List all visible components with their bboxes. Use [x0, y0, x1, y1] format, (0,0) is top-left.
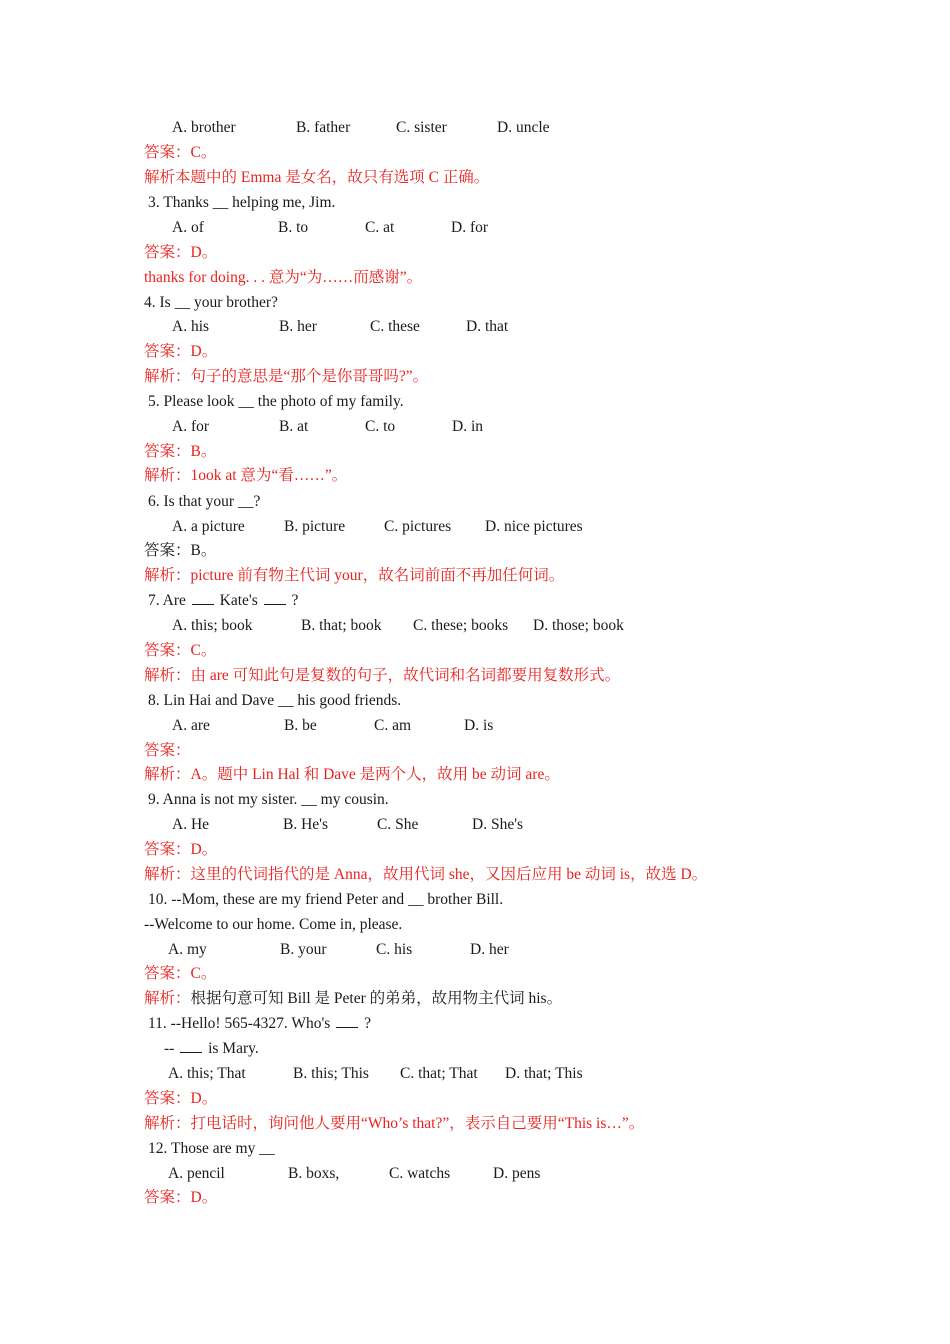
- option-b: B. be: [284, 717, 317, 734]
- answer-text: 答案：D。: [144, 1090, 218, 1107]
- option-b: B. at: [279, 418, 309, 435]
- option-b: B. this; This: [293, 1065, 369, 1082]
- option-c: C. She: [377, 816, 419, 833]
- answer-text: 答案：D。: [144, 343, 218, 360]
- question-text: 6. Is that your __?: [148, 493, 261, 510]
- question-text: [148, 589, 298, 613]
- option-b: B. her: [279, 318, 317, 335]
- question-part: ?: [364, 1015, 371, 1032]
- option-b: B. boxs,: [288, 1165, 340, 1182]
- answer-text: 答案：B。: [144, 542, 217, 559]
- question-text: 12. Those are my __: [148, 1140, 275, 1157]
- options-row: [168, 1062, 608, 1086]
- option-d: D. uncle: [497, 119, 550, 136]
- explanation-text: 解析：由 are 可知此句是复数的句子，故代词和名词都要用复数形式。: [144, 667, 621, 684]
- option-a: A. He: [172, 816, 210, 833]
- option-d: D. is: [464, 717, 494, 734]
- options-row: [168, 938, 568, 962]
- option-b: B. your: [280, 941, 327, 958]
- option-c: C. at: [365, 219, 395, 236]
- option-a: A. my: [168, 941, 207, 958]
- option-d: D. pens: [493, 1165, 541, 1182]
- question-text: 8. Lin Hai and Dave __ his good friends.: [148, 692, 402, 709]
- explanation-text: 解析：句子的意思是“那个是你哥哥吗?”。: [144, 368, 429, 385]
- answer-blank: [264, 589, 286, 605]
- question-text: 4. Is __ your brother?: [144, 294, 278, 311]
- option-d: D. that: [466, 318, 509, 335]
- question-part: ?: [291, 592, 299, 609]
- explanation-text: 解析：这里的代词指代的是 Anna，故用代词 she，又因后应用 be 动词 is，故选 D。: [144, 866, 708, 883]
- option-d: D. that; This: [505, 1065, 583, 1082]
- option-d: D. for: [451, 219, 489, 236]
- answer-blank: [192, 589, 214, 605]
- option-c: C. these: [370, 318, 420, 335]
- question-part: 7. Are: [148, 592, 186, 609]
- question-part: 11. --Hello! 565-4327. Who's: [148, 1015, 331, 1032]
- answer-text: 答案：B。: [144, 443, 217, 460]
- dialogue-line: [164, 1037, 259, 1061]
- explanation-text: [144, 987, 562, 1011]
- option-c: C. pictures: [384, 518, 452, 535]
- answer-text: 答案：C。: [144, 642, 217, 659]
- option-c: C. to: [365, 418, 396, 435]
- question-part: --: [164, 1040, 175, 1057]
- answer-text: 答案：C。: [144, 144, 217, 161]
- explanation-text: 解析：打电话时，询问他人要用“Who’s that?”，表示自己要用“This is…”。: [144, 1115, 645, 1132]
- option-c: C. these; books: [413, 617, 509, 634]
- option-a: A. are: [172, 717, 210, 734]
- option-c: C. watchs: [389, 1165, 451, 1182]
- explanation-text: 解析：A。题中 Lin Hal 和 Dave 是两个人，故用 be 动词 are。: [144, 766, 560, 783]
- answer-text: 答案：D。: [144, 1189, 218, 1206]
- option-a: A. pencil: [168, 1165, 225, 1182]
- option-a: A. this; That: [168, 1065, 246, 1082]
- option-d: D. those; book: [533, 617, 624, 634]
- answer-blank: [336, 1012, 358, 1028]
- option-c: C. his: [376, 941, 413, 958]
- answer-text: 答案：C。: [144, 965, 217, 982]
- option-b: B. to: [278, 219, 309, 236]
- explanation-text: 解析：picture 前有物主代词 your，故名词前面不再加任何词。: [144, 567, 565, 584]
- answer-text: 答案：D。: [144, 841, 218, 858]
- explanation-text: 解析：1ook at 意为“看……”。: [144, 467, 348, 484]
- option-a: A. brother: [172, 119, 236, 136]
- option-d: D. in: [452, 418, 483, 435]
- option-c: C. that; That: [400, 1065, 478, 1082]
- question-text: [148, 1012, 371, 1036]
- explanation-text: thanks for doing. . . 意为“为……而感谢”。: [144, 269, 423, 286]
- option-b: B. picture: [284, 518, 346, 535]
- option-a: A. his: [172, 318, 210, 335]
- option-d: D. her: [470, 941, 509, 958]
- question-text: 10. --Mom, these are my friend Peter and __ brother Bill.: [148, 891, 504, 908]
- option-c: C. am: [374, 717, 412, 734]
- option-c: C. sister: [396, 119, 447, 136]
- options-row: [168, 1162, 568, 1186]
- option-b: B. father: [296, 119, 351, 136]
- option-d: D. She's: [472, 816, 524, 833]
- answer-text: 答案：D。: [144, 244, 218, 261]
- answer-blank: [180, 1037, 202, 1053]
- question-text: 3. Thanks __ helping me, Jim.: [148, 194, 336, 211]
- option-a: A. for: [172, 418, 210, 435]
- option-a: A. a picture: [172, 518, 245, 535]
- option-a: A. this; book: [172, 617, 253, 634]
- explanation-body: 根据句意可知 Bill 是 Peter 的弟弟，故用物主代词 his。: [190, 990, 563, 1007]
- explanation-label: 解析：: [144, 990, 191, 1007]
- question-text: 5. Please look __ the photo of my family.: [148, 393, 404, 410]
- dialogue-line: --Welcome to our home. Come in, please.: [144, 916, 403, 933]
- question-part: is Mary.: [208, 1040, 259, 1057]
- option-a: A. of: [172, 219, 204, 236]
- option-b: B. that; book: [301, 617, 382, 634]
- option-d: D. nice pictures: [485, 518, 583, 535]
- option-b: B. He's: [283, 816, 328, 833]
- explanation-text: 解析本题中的 Emma 是女名，故只有选项 C 正确。: [144, 169, 490, 186]
- answer-text: 答案：: [144, 742, 191, 759]
- question-text: 9. Anna is not my sister. __ my cousin.: [148, 791, 389, 808]
- question-part: Kate's: [219, 592, 258, 609]
